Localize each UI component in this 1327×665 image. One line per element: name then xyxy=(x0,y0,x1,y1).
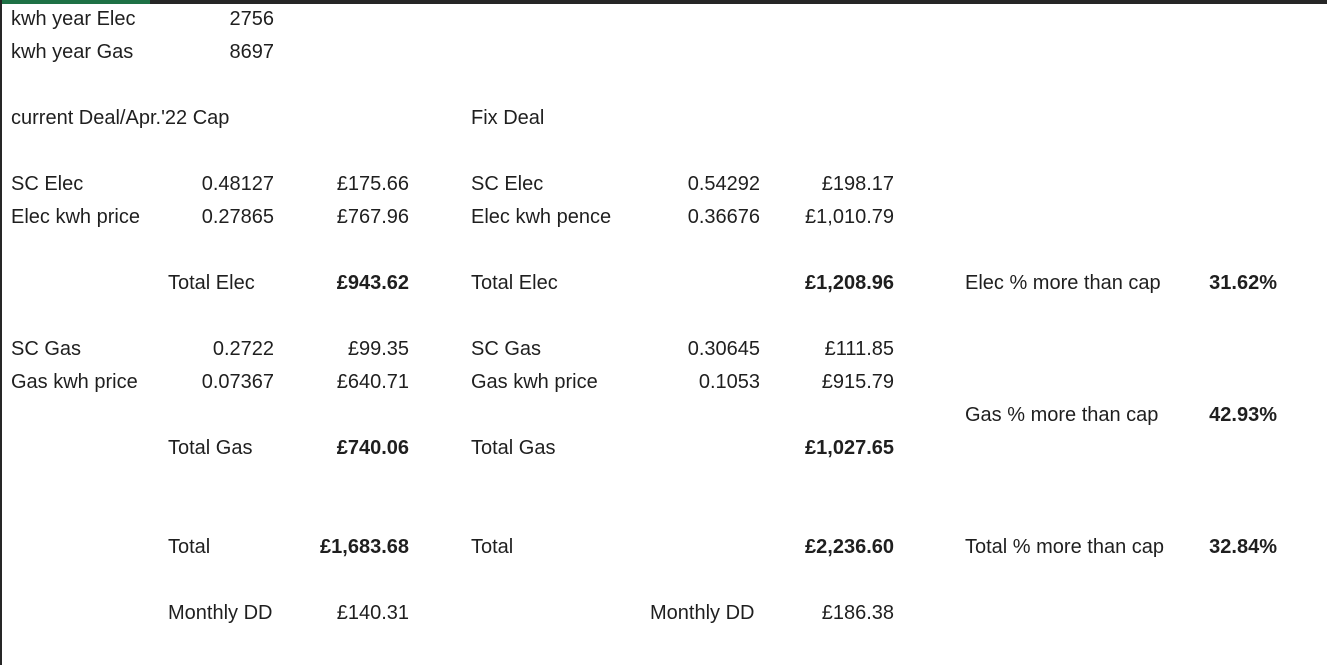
fix-total-label: Total xyxy=(471,536,514,558)
current-total-elec-label: Total Elec xyxy=(168,272,255,294)
fix-total-gas-label: Total Gas xyxy=(471,437,556,459)
fix-elec-kwh-label: Elec kwh pence xyxy=(471,206,612,228)
current-gas-kwh-label: Gas kwh price xyxy=(11,371,138,393)
fix-gas-kwh-cost: £915.79 xyxy=(821,371,894,393)
current-monthly-dd-label: Monthly DD xyxy=(168,602,273,624)
current-sc-gas-cost: £99.35 xyxy=(347,338,409,360)
sheet-selection-accent xyxy=(0,0,150,4)
fix-elec-kwh-cost: £1,010.79 xyxy=(805,206,894,228)
fix-sc-elec-label: SC Elec xyxy=(471,173,544,195)
fix-monthly-dd-value: £186.38 xyxy=(821,602,894,624)
current-monthly-dd-value: £140.31 xyxy=(336,602,409,624)
sheet-left-border xyxy=(0,0,2,665)
fix-sc-gas-cost: £111.85 xyxy=(824,338,894,360)
fix-elec-kwh-rate: 0.36676 xyxy=(687,206,760,228)
fix-sc-elec-cost: £198.17 xyxy=(821,173,894,195)
current-deal-heading: current Deal/Apr.'22 Cap xyxy=(11,107,230,129)
total-percent-label: Total % more than cap xyxy=(965,536,1164,558)
current-elec-kwh-rate: 0.27865 xyxy=(201,206,274,228)
fix-total-elec-value: £1,208.96 xyxy=(805,272,894,294)
gas-percent-label: Gas % more than cap xyxy=(965,404,1159,426)
current-gas-kwh-cost: £640.71 xyxy=(336,371,409,393)
fix-total-value: £2,236.60 xyxy=(805,536,894,558)
fix-monthly-dd-label: Monthly DD xyxy=(650,602,755,624)
fix-total-elec-label: Total Elec xyxy=(471,272,558,294)
sheet-top-border xyxy=(0,0,1327,4)
current-elec-kwh-cost: £767.96 xyxy=(336,206,409,228)
kwh-year-gas-label: kwh year Gas xyxy=(11,41,134,63)
current-sc-elec-label: SC Elec xyxy=(11,173,84,195)
elec-percent-value: 31.62% xyxy=(1209,272,1277,294)
gas-percent-value: 42.93% xyxy=(1209,404,1277,426)
current-sc-gas-label: SC Gas xyxy=(11,338,82,360)
fix-gas-kwh-rate: 0.1053 xyxy=(698,371,760,393)
fix-sc-elec-rate: 0.54292 xyxy=(687,173,760,195)
current-sc-gas-rate: 0.2722 xyxy=(212,338,274,360)
kwh-year-elec-value: 2756 xyxy=(229,8,274,30)
kwh-year-elec-label: kwh year Elec xyxy=(11,8,136,30)
fix-sc-gas-label: SC Gas xyxy=(471,338,542,360)
current-total-value: £1,683.68 xyxy=(320,536,409,558)
fix-gas-kwh-label: Gas kwh price xyxy=(471,371,598,393)
current-gas-kwh-rate: 0.07367 xyxy=(201,371,274,393)
current-total-gas-label: Total Gas xyxy=(168,437,253,459)
current-sc-elec-cost: £175.66 xyxy=(336,173,409,195)
total-percent-value: 32.84% xyxy=(1209,536,1277,558)
fix-total-gas-value: £1,027.65 xyxy=(805,437,894,459)
current-total-elec-value: £943.62 xyxy=(336,272,409,294)
current-elec-kwh-label: Elec kwh price xyxy=(11,206,140,228)
elec-percent-label: Elec % more than cap xyxy=(965,272,1161,294)
kwh-year-gas-value: 8697 xyxy=(229,41,274,63)
current-total-gas-value: £740.06 xyxy=(336,437,409,459)
current-sc-elec-rate: 0.48127 xyxy=(201,173,274,195)
current-total-label: Total xyxy=(168,536,211,558)
fix-deal-heading: Fix Deal xyxy=(471,107,545,129)
fix-sc-gas-rate: 0.30645 xyxy=(687,338,760,360)
